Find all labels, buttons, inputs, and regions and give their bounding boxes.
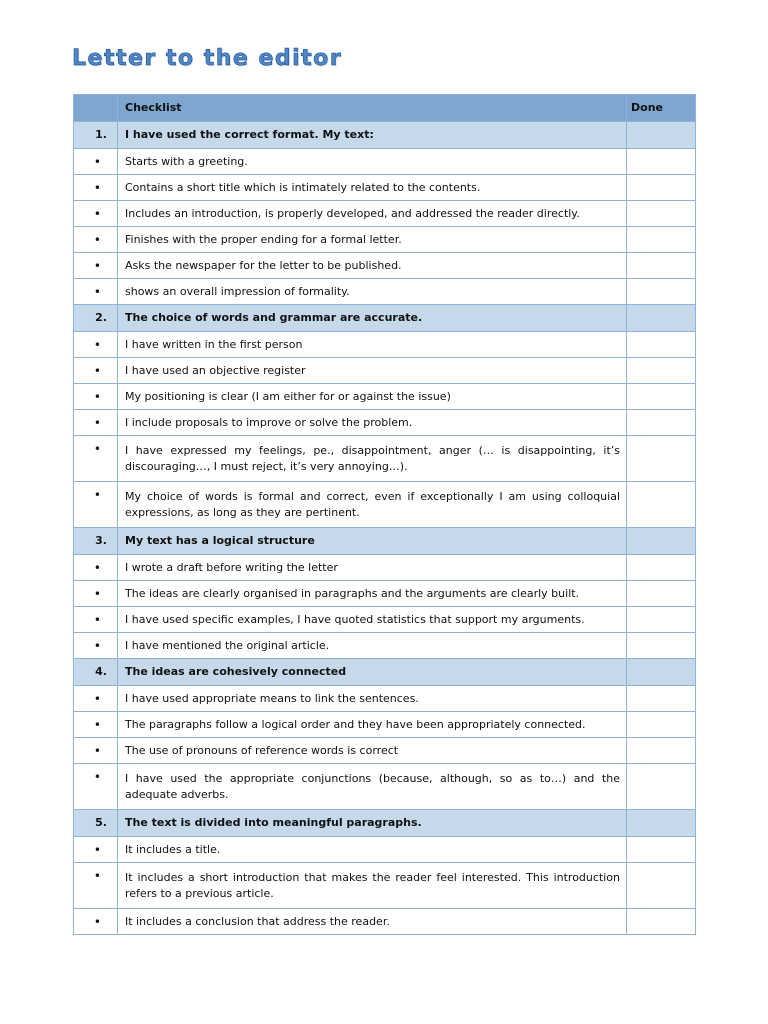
checklist-item-text: I have expressed my feelings, pe., disappointment, anger (… is disappointing, it’s discouraging…, I must reject, it’s very annoying…). xyxy=(118,436,627,482)
section-number: 5. xyxy=(74,810,118,837)
checklist-item xyxy=(74,436,696,482)
done-cell[interactable] xyxy=(627,659,696,686)
checklist-item xyxy=(74,332,696,358)
section-row xyxy=(74,659,696,686)
section-heading: The ideas are cohesively connected xyxy=(118,659,627,686)
bullet: • xyxy=(74,581,118,607)
done-cell[interactable] xyxy=(627,607,696,633)
bullet: • xyxy=(74,555,118,581)
done-cell[interactable] xyxy=(627,384,696,410)
done-cell[interactable] xyxy=(627,909,696,935)
bullet: • xyxy=(74,712,118,738)
section-number: 2. xyxy=(74,305,118,332)
checklist-item xyxy=(74,633,696,659)
section-number: 3. xyxy=(74,528,118,555)
section-heading: The text is divided into meaningful paragraphs. xyxy=(118,810,627,837)
done-cell[interactable] xyxy=(627,436,696,482)
bullet: • xyxy=(74,436,118,482)
bullet: • xyxy=(74,384,118,410)
checklist-item xyxy=(74,738,696,764)
section-number: 4. xyxy=(74,659,118,686)
bullet: • xyxy=(74,332,118,358)
done-cell[interactable] xyxy=(627,482,696,528)
done-cell[interactable] xyxy=(627,122,696,149)
done-cell[interactable] xyxy=(627,227,696,253)
checklist-item-text: My positioning is clear (I am either for or against the issue) xyxy=(118,384,627,410)
done-cell[interactable] xyxy=(627,764,696,810)
checklist-item xyxy=(74,201,696,227)
section-number: 1. xyxy=(74,122,118,149)
bullet: • xyxy=(74,410,118,436)
checklist-item-text: It includes a conclusion that address the reader. xyxy=(118,909,627,935)
document-title: Letter to the editor xyxy=(72,46,343,71)
checklist-item-text: Starts with a greeting. xyxy=(118,149,627,175)
done-cell[interactable] xyxy=(627,528,696,555)
checklist-item xyxy=(74,227,696,253)
checklist-item xyxy=(74,175,696,201)
done-cell[interactable] xyxy=(627,837,696,863)
bullet: • xyxy=(74,738,118,764)
done-cell[interactable] xyxy=(627,555,696,581)
checklist-item-text: Includes an introduction, is properly developed, and addressed the reader directly. xyxy=(118,201,627,227)
done-cell[interactable] xyxy=(627,201,696,227)
checklist-item xyxy=(74,607,696,633)
bullet: • xyxy=(74,686,118,712)
checklist-item-text: I wrote a draft before writing the letter xyxy=(118,555,627,581)
checklist-item-text: I have written in the first person xyxy=(118,332,627,358)
done-cell[interactable] xyxy=(627,149,696,175)
checklist-item-text: I have mentioned the original article. xyxy=(118,633,627,659)
bullet: • xyxy=(74,633,118,659)
checklist-item-text: Contains a short title which is intimately related to the contents. xyxy=(118,175,627,201)
checklist-item-text: I have used appropriate means to link the sentences. xyxy=(118,686,627,712)
checklist-item xyxy=(74,279,696,305)
section-heading: My text has a logical structure xyxy=(118,528,627,555)
checklist-item-text: The paragraphs follow a logical order and they have been appropriately connected. xyxy=(118,712,627,738)
checklist-item xyxy=(74,384,696,410)
checklist-item-text: The ideas are clearly organised in paragraphs and the arguments are clearly built. xyxy=(118,581,627,607)
done-cell[interactable] xyxy=(627,410,696,436)
bullet: • xyxy=(74,482,118,528)
section-row xyxy=(74,810,696,837)
bullet: • xyxy=(74,607,118,633)
checklist-item xyxy=(74,482,696,528)
done-cell[interactable] xyxy=(627,686,696,712)
checklist-item-text: It includes a title. xyxy=(118,837,627,863)
header-number-cell xyxy=(74,95,118,122)
bullet: • xyxy=(74,837,118,863)
bullet: • xyxy=(74,279,118,305)
done-cell[interactable] xyxy=(627,863,696,909)
checklist-item-text: I have used the appropriate conjunctions (because, although, so as to…) and the adequate adverbs. xyxy=(118,764,627,810)
bullet: • xyxy=(74,863,118,909)
done-cell[interactable] xyxy=(627,279,696,305)
done-cell[interactable] xyxy=(627,253,696,279)
checklist-item-text: The use of pronouns of reference words is correct xyxy=(118,738,627,764)
done-cell[interactable] xyxy=(627,810,696,837)
done-cell[interactable] xyxy=(627,581,696,607)
section-heading: The choice of words and grammar are accurate. xyxy=(118,305,627,332)
checklist-item-text: My choice of words is formal and correct, even if exceptionally I am using colloquial expressions, as long as they are pertinent. xyxy=(118,482,627,528)
bullet: • xyxy=(74,764,118,810)
checklist-item xyxy=(74,410,696,436)
bullet: • xyxy=(74,149,118,175)
section-row xyxy=(74,528,696,555)
done-cell[interactable] xyxy=(627,305,696,332)
checklist-item-text: Asks the newspaper for the letter to be published. xyxy=(118,253,627,279)
checklist-item-text: Finishes with the proper ending for a formal letter. xyxy=(118,227,627,253)
bullet: • xyxy=(74,909,118,935)
bullet: • xyxy=(74,201,118,227)
checklist-item xyxy=(74,909,696,935)
checklist-item xyxy=(74,358,696,384)
bullet: • xyxy=(74,358,118,384)
done-cell[interactable] xyxy=(627,332,696,358)
bullet: • xyxy=(74,253,118,279)
section-row xyxy=(74,305,696,332)
done-cell[interactable] xyxy=(627,175,696,201)
table-header-row xyxy=(74,95,696,122)
checklist-item-text: I have used specific examples, I have quoted statistics that support my arguments. xyxy=(118,607,627,633)
checklist-item-text: I include proposals to improve or solve the problem. xyxy=(118,410,627,436)
checklist-item xyxy=(74,555,696,581)
checklist-item xyxy=(74,253,696,279)
checklist-item-text: shows an overall impression of formality. xyxy=(118,279,627,305)
checklist-item-text: I have used an objective register xyxy=(118,358,627,384)
bullet: • xyxy=(74,175,118,201)
header-done: Done xyxy=(627,95,696,122)
checklist-item xyxy=(74,581,696,607)
done-cell[interactable] xyxy=(627,738,696,764)
done-cell[interactable] xyxy=(627,358,696,384)
done-cell[interactable] xyxy=(627,633,696,659)
checklist-item xyxy=(74,149,696,175)
checklist-item xyxy=(74,686,696,712)
checklist-item xyxy=(74,837,696,863)
done-cell[interactable] xyxy=(627,712,696,738)
checklist-item xyxy=(74,764,696,810)
checklist-item xyxy=(74,863,696,909)
header-checklist: Checklist xyxy=(118,95,627,122)
bullet: • xyxy=(74,227,118,253)
section-row xyxy=(74,122,696,149)
section-heading: I have used the correct format. My text: xyxy=(118,122,627,149)
checklist-item-text: It includes a short introduction that makes the reader feel interested. This introduction refers to a previous article. xyxy=(118,863,627,909)
checklist-item xyxy=(74,712,696,738)
checklist-table xyxy=(73,94,696,935)
